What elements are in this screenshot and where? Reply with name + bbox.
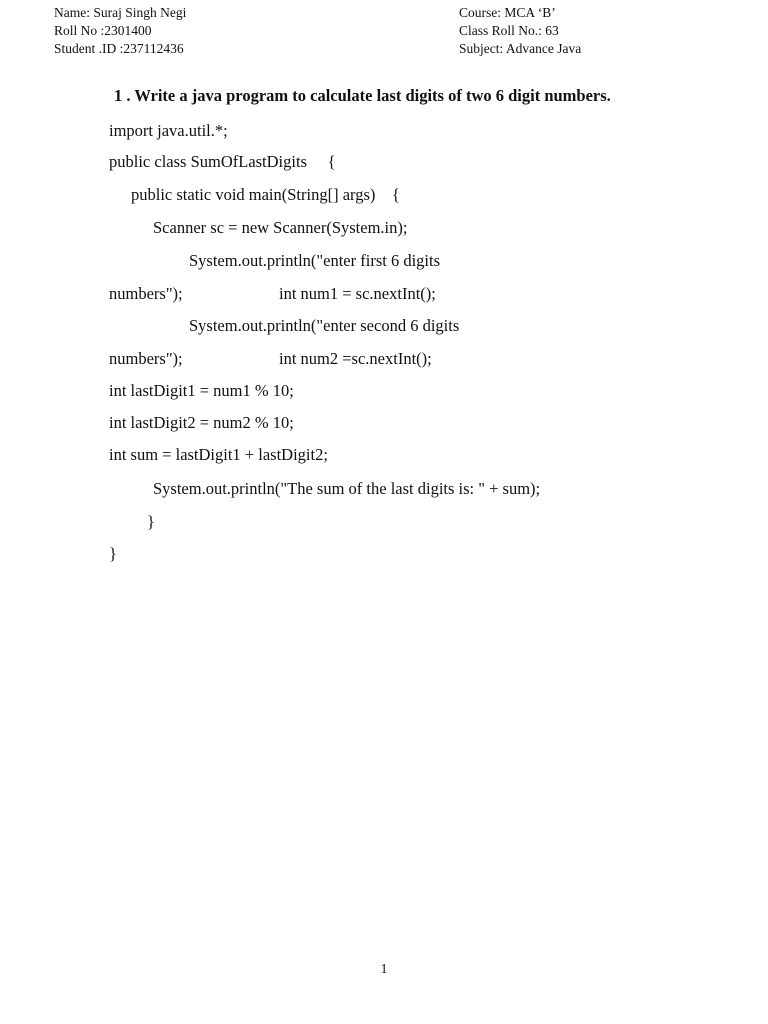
page-number: 1	[380, 962, 388, 977]
code-line: numbers");	[109, 284, 183, 303]
class-roll-number: Class Roll No.: 63	[459, 23, 559, 38]
code-line: System.out.println("The sum of the last digits is: " + sum);	[153, 479, 541, 498]
student-info-block	[54, 4, 186, 58]
student-name: Name: Suraj Singh Negi	[54, 5, 187, 20]
code-line: Scanner sc = new Scanner(System.in);	[153, 218, 408, 237]
code-line: public class SumOfLastDigits {	[109, 152, 336, 171]
subject: Subject: Advance Java	[459, 41, 582, 56]
code-line: int num2 =sc.nextInt();	[279, 349, 432, 368]
code-line: int lastDigit2 = num2 % 10;	[109, 413, 294, 432]
question-heading: 1 . Write a java program to calculate last digits of two 6 digit numbers.	[114, 86, 611, 105]
code-line: System.out.println("enter first 6 digits	[189, 251, 441, 270]
code-line: }	[147, 512, 155, 531]
code-line: public static void main(String[] args) {	[131, 185, 400, 204]
code-line: import java.util.*;	[109, 121, 228, 140]
code-line: int lastDigit1 = num1 % 10;	[109, 381, 294, 400]
course-info-block	[459, 4, 581, 58]
code-line: System.out.println("enter second 6 digits	[189, 316, 460, 335]
code-line: }	[109, 544, 117, 563]
roll-number: Roll No :2301400	[54, 23, 152, 38]
code-line: int sum = lastDigit1 + lastDigit2;	[109, 445, 328, 464]
code-line: numbers");	[109, 349, 183, 368]
code-line: int num1 = sc.nextInt();	[279, 284, 436, 303]
student-id: Student .ID :237112436	[54, 41, 184, 56]
course: Course: MCA ‘B’	[459, 5, 556, 20]
